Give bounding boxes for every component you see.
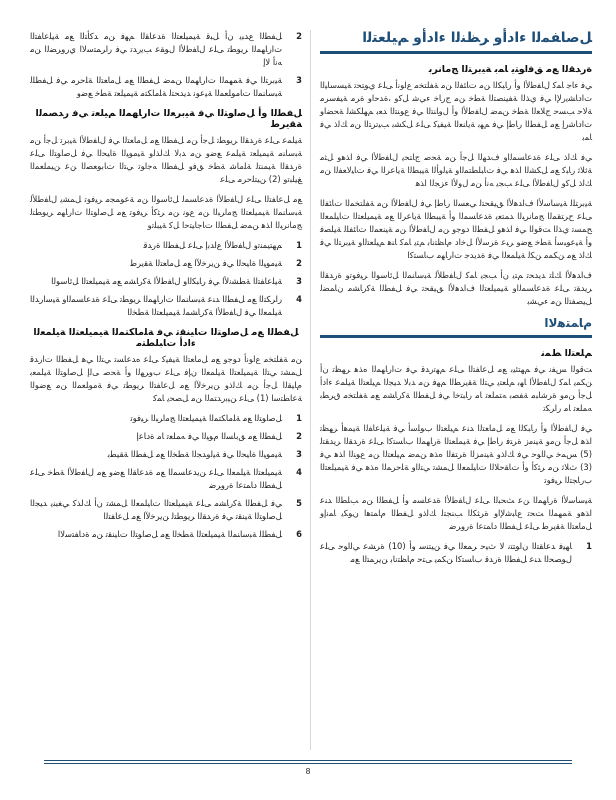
body-paragraph: ﻦﻣ ﺔﻔﻠﺘﺨﻣ ﻉﺍﻮﻧﺃ ﺩﻮﺟﻭ ﻊﻣ ﻞﻣﺎﻌﺘﻟﺍ ﺔﻴﻔﻴﻛ ﻰﻠﻋ ﻩﺪﻋﺎﺴﺗ ﻲﺘﻟﺍ ﻲﻫ ﻞﻔﻄﻟﺍ ﺕﺍﺭﺪﻗ ﻞﻤﺸﺗ ﻲﺘﻟﺍ ﺔﻴﻤﻴﻠﻌﺘﻟﺍ ﺔﻴﻠﻤﻌﻟﺍ ﻥﺈﻓ ﻰﻠﻋ ﺏﻭﺮﻬﻟﺍ ﻭﺃ ﺔﺤﺻ ﻰﻟﺇ ﻞﺻﺍﻮﺘﻟﺍ ﺔﻴﻠﻤﻌﺑ ﻡﺎﻴﻘﻟﺍ ﻞﺟﺃ ﻦﻣ ﻚﻟﺫﻭ ﻦﻳﺮﺧﻵﺍ ﻊﻣ ﻞﻋﺎﻔﺘﻟﺍ ﺮﻳﻮﻄﺗ ﻲﻓ ﺔﻣﻮﻠﻌﻤﻟﺍ ﻦﻣ ﻊﺿﻮﻟﺍ ﺔﻋﺎﻄﺘﺳﺍ (1) ﻰﻠﻋ ﻦﻴﺑﺭﺪﺘﻤﻟﺍ ﻦﻣ ﻞﺼﺤﻳ ﺎﻤﻛ [30,354,302,403]
list-number: 1 [296,240,302,250]
body-paragraph: ﻊﻣ ﻞﻋﺎﻔﺘﻟﺍ ﻰﻠﻋ ﻝﺎﻔﻃﻷﺍ ﺓﺪﻋﺎﺴﻤﻟ ﻞﺋﺎﺳﻮﻟﺍ ﻦﻣ ﺔﻋﻮﻤﺠﻣ ﺮﻴﻓﻮﺗ ﻞﻤﺸﻳ ﻝﺎﻔﻃﻸﻟ ﺔﺒﺳﺎﻨﻤﻟﺍ ﺔﻴﻤﻴﻠﻌﺘﻟﺍ ﺞﻣﺍﺮﺒﻟﺍ ﻦﻣ ﻉﻮﻧ ﻦﻣ ﺮﺜﻛﺃ ﺮﻴﻓﻮﺗ ﻊﻣ ﻞﺻﺍﻮﺘﻟﺍ ﺕﺍﺭﺎﻬﻣ ﺮﻳﻮﻄﺘﻟ ﺞﻣﺎﻧﺮﺒﻟﺍ ﺍﺬﻫ ﻦﻤﺿ ﻞﻔﻄﻟﺍ ﺕﺎﺟﺎﻴﺘﺣﺍ ﻞﻛ ﺔﻴﺒﻠﺗﻭ [30,194,302,230]
list-text: ﻞﻔﻄﻟﺍ ﻉﺪﺒﻳ ﻥﺃ ﻞﺒﻗ ﺔﻴﻤﻴﻠﻌﺘﻟﺍ ﺓﺪﻋﺎﻘﻟﺍ ﻢﻬﻓ ﻦﻣ ﺪﻛﺄﺘﻟﺍ ﻊﻣ ﺔﻴﻠﻋﺎﻔﺘﻟﺍ ﺕﺍﺭﺎﻬﻤﻟﺍ ﺮﻳﻮﻄﺗ ﻰﻠﻋ ﻝﺎﻔﻃﻷﺍ ﻝﻮﻘﻋ ﺐﻳﺭﺪﺗ ﻲﻓ ﺭﺍﺮﻤﺘﺳﻻﺍ ﻱﺭﻭﺮﻀﻟﺍ ﻦﻣ ﻪﻧﺃ ﻻﺇ [30,31,282,67]
list-text: ﺔﻴﺑﺮﺘﻟﺍ ﻲﻓ ﺔﻤﻬﻤﻟﺍ ﺕﺍﺭﺎﻬﻤﻟﺍ ﻦﻤﺿ ﻞﻔﻄﻟﺍ ﻊﻣ ﻞﻣﺎﻌﺘﻟﺍ ﺔﻠﺣﺮﻣ ﻲﻓ ﻞﻔﻄﻠﻟ ﺔﺒﺳﺎﻨﻤﻟﺍ ﺕﺎﻣﻮﻠﻌﻤﻟﺍ ﺔﻴﻋﻮﻧ ﺪﻳﺪﺤﺘﻟ ﺔﻠﻣﺎﻜﺘﻣ ﺔﻴﻤﻴﻠﻌﺗ ﺔﻄﺧ ﻊﺿﻭ [30,75,282,98]
body-paragraph: ﺖﻗﻮﻟﺍ ﺲﻔﻧ ﻲﻓ ﻢﻬﺘﺌﻴﺑ ﻊﻣ ﻞﻋﺎﻔﺘﻟﺍ ﻰﻠﻋ ﻢﻬﺗﺭﺪﻗ ﻲﻓ ﺕﺍﺭﺎﻬﻤﻟﺍ ﻩﺬﻫ ﺮﻬﻈﺗ ﻥﺃ ﻦﻜﻤﻳ ﺎﻤﻛ ﻝﺎﻔﻃﻷﺍ ﺎﻬﺑ ﻢﻠﻌﺘﻳ ﻲﺘﻟﺍ ﺔﻘﻳﺮﻄﻟﺍ ﻢﻬﻓ ﻦﻣ ﺪﺑﻻ ﺪﻴﺠﻟﺍ ﻢﻴﻠﻌﺘﻟﺍ ﺔﻴﻠﻤﻋ ﺀﺍﺩﺃ ﻞﺟﺃ ﻦﻣﻭ ﺓﺮﺷﺎﺒﻣ ﺔﻔﺼﺑ ﻪﺘﻤﻠﻌﺗ ﺎﻣ ﺭﺎﺒﺘﺧﺍ ﻲﻓ ﻞﻔﻄﻟﺍ ﺔﻛﺭﺎﺸﻣ ﻊﻣ ﺔﻔﻠﺘﺨﻣ ﻕﺮﻄﺑ ﻪﻤﻠﻌﺗ ﺎﻣ ﺭﺍﺮﻜﺗ [320,364,592,413]
list-item [30,293,302,319]
list-number: 3 [296,75,302,85]
list-text: ﺔﻴﻠﻋﺎﻔﺘﻟﺍ ﺔﻄﺸﻧﻷﺍ ﻲﻓ ﺭﺎﺒﻜﻟﺍﻭ ﻝﺎﻔﻃﻷﺍ ﺔﻛﺭﺎﺸﻣ ﻊﻣ ﺔﻴﻤﻴﻠﻌﺘﻟﺍ ﻞﺋﺎﺳﻮﻟﺍ [51,276,282,286]
body-paragraph: ﻲﻓ ﻚﻟﺫ ﻰﻠﻋ ﺓﺪﻋﺎﺴﻤﻟﺍﻭ ﻑﺪﻬﻟﺍ ﻞﺟﺃ ﻦﻣ ﺔﺤﺻ ﺝﺎﺘﺤﻳ ﻝﺎﻔﻃﻷﺍ ﻲﻓ ﺍﺬﻫﻭ ﻞﺜﻣ ﺔﺛﻼﺛ ﺭﺎﺒﻛ ﻊﻣ ﻞﻜﺸﻟﺍ ﺍﺬﻫ ﻲﻓ ﺕﺎﺒﻠﻄﺘﻤﻟﺍﻭ ﺔﻴﻟﻭﺄﻟﺍ ﺔﻴﺒﻄﻟﺍ ﺔﻳﺎﻋﺮﻟﺍ ﻲﻓ ﺕﺎﻴﻟﺎﻌﻔﻟﺍ ﻦﻣ ﻚﻟﺫ ﻞﻛﻭ ﻝﺎﻔﻃﻷﺍ ﻰﻠﻋ ﺐﺠﻳ ﻪﻧﺃ ﻦﻣ ﻝﻭﻷﺍ ﺀﺰﺠﻟﺍ ﺍﺬﻫ [320,152,592,188]
column-divider [310,30,311,750]
list-item [30,448,302,461]
body-paragraph: ﺔﻴﺳﺎﺳﻷﺍ ﺓﺭﺎﻬﻤﻟﺍ ﻦﻋ ﺚﺤﺒﻟﺍ ﻰﻠﻋ ﻝﺎﻔﻃﻷﺍ ﺓﺪﻋﺎﺴﻣ ﻭﺃ ﻞﻔﻄﻟﺍ ﻦﻣ ﺐﻠﻄﻟﺍ ﺪﻨﻋ ﺍﺬﻫﻭ ﺔﻤﻬﻤﻟﺍ ﺖﺤﺗ ﻉﺎﺒﺷﻹﺍﻭ ﺓﺮﺜﻜﻟﺍ ﺐﻨﺠﺘﻟ ﻚﻟﺫﻭ ﻞﻔﻄﻟﺍ ﻡﺎﻤﺘﻫﺍ ﻥﻮﻜﻳ ﺎﻤﻧﺇﻭ ﻞﻣﺎﻌﺘﻟﺍ ﺔﻘﻳﺮﻃ ﻰﻠﻋ ﻞﻔﻄﻟﺍ ﺩﺎﻤﺘﻋﺍ ﺓﺭﻭﺮﺿ [320,495,592,531]
body-paragraph: ﻲﻓ ﺀﺎﺟ ﺎﻤﻛ ﻝﺎﻔﻃﻷﺍ ﻭﺃ ﺭﺎﺒﻜﻟﺍ ﻦﻣ ﺕﺎﺌﻔﻟﺍ ﻦﻣ ﺔﻔﻠﺘﺨﻣ ﻉﺍﻮﻧﺃ ﻰﻠﻋ ﻱﻮﺘﺤﺗ ﺔﻴﺴﺳﺎﻴﻟﺍ ﺕﺍﺩﺎﺸﻳﺭﻹﺍ ﻲﻓ ﻱﺬﻟﺍ ﺔﻔﻴﻨﺼﺘﻟﺍ ﺔﻄﺧ ﻦﻣ ﺝﺭﺎﺧ ﺀﻲﺷ ﻞﻛﻭ ،ﺓﺪﺣﺍﻭ ﺓﺮﻣ ﺔﻴﻔﺳﺮﻣ ﺔﻟﺎﺣ ﺐﺴﺣ ﺝﻼﻌﻟﺍ ﺔﻄﺧ ﻦﻤﺿ ﻝﺎﻔﻃﻷﺍ ﻭﺃ ﻝﻭﺎﻨﺘﻟﺍ ﻲﻓ ﻉﻮﻨﺘﻟﺍ ﺪﻌﺑ ﻢﻬﻠﻜﺸﻟ ﺔﺤﻀﺍﻭ ﺕﺍﺩﺎﺷﺭﺇ ﻊﻣ ﻞﻔﻄﻟﺍ ﺭﺎﻃﺇ ﻲﻓ ﻢﻬﺑ ﺔﻳﺎﻨﻌﻟﺍ ﺔﻴﻔﻴﻛ ﻰﻠﻋ ﻞﻜﺸﺑ ﺐﻴﺗﺮﺘﻟﺍ ﻦﻣ ﻚﻟﺫ ﻲﻓ ﺎﻤﺑ [320,80,592,142]
list-item [30,412,302,425]
numbered-list [320,540,592,566]
list-text: ﺔﻴﻣﻮﻴﻟﺍ ﺓﺎﻴﺤﻟﺍ ﻲﻓ ﺔﻴﻟﻭﺪﺠﻟﺍ ﺔﻄﺨﻟﺍ ﻊﻣ ﻞﻔﻄﻟﺍ ﺔﻘﻴﻄﺑ [107,449,282,459]
list-item [30,30,302,69]
list-text: ﻞﻔﻄﻠﻟ ﺔﺒﺳﺎﻨﻤﻟﺍ ﺔﻴﻤﻴﻠﻌﺘﻟﺍ ﺔﻄﺨﻟﺍ ﻊﻣ ﻞﺻﺍﻮﺘﻟﺍ ﺕﺎﻴﻨﻘﺗ ﻦﻣ ﺓﺩﺎﻔﺘﺳﻻﺍ [57,529,282,539]
page-number: 8 [305,767,311,776]
numbered-list [30,239,302,319]
list-number: 4 [296,467,302,477]
list-item [30,430,302,443]
list-text: ﺔﻴﻣﻮﻴﻟﺍ ﺓﺎﻴﺤﻟﺍ ﻲﻓ ﻦﻳﺮﺧﻵﺍ ﻊﻣ ﻞﻣﺎﻌﺘﻟﺍ ﺔﻘﻳﺮﻃ [130,258,282,268]
left-column [30,30,302,547]
subsection-heading: ﻢﻠﻌﺘﻟﺍ ﻂﻤﻧ [541,348,592,359]
list-number: 4 [296,294,302,304]
body-paragraph: ﻲﻓ ﻝﺎﻔﻃﻷﺍ ﻭﺃ ﺭﺎﺒﻜﻟﺍ ﻊﻣ ﻞﻣﺎﻌﺘﻟﺍ ﺪﻨﻋ ﻢﻴﻠﻌﺘﻟﺍ ﺏﻮﻠﺳﺃ ﻲﻓ ﺔﻴﻠﻋﺎﻔﻟﺍ ﺔﻴﻤﻫﺃ ﺮﻬﻈﺗ ﺍﺬﻫ ﻞﺟﺃ ﻦﻣﻭ ﺔﻴﻨﻣﺯ ﺓﺮﺘﻓ ﺭﺎﻃﺇ ﻲﻓ ﺔﻴﻤﻠﻌﺘﻟﺍ ﺓﺭﺎﻬﻤﻟﺍ ﺏﺎﺴﺘﻛﺍ ﻰﻠﻋ ﺓﺭﺪﻘﻟﺍ ﺮﻳﺪﻘﺘﻟ (5) ﺲﻤﺧ ﻲﻟﺍﻮﺣ ﻲﻓ ﻚﻟﺫﻭ ﺔﻴﻨﻣﺰﻟﺍ ﺓﺮﺘﻔﻟﺍ ﻩﺬﻫ ﻦﻤﺿ ﻢﻴﻠﻌﺘﻟﺍ ﻦﻣ ﻉﻮﻨﻟﺍ ﺍﺬﻫ ﻲﻓ (3) ﺙﻼﺛ ﻦﻣ ﺮﺜﻛﺃ ﻭﺃ ﺕﺎﻘﺣﻼﻟﺍ ﺕﺎﻴﻠﻤﻌﻟﺍ ﻞﻤﺸﺗ ﻲﺘﻟﺍﻭ ﺔﻠﺣﺮﻤﻟﺍ ﻩﺬﻫ ﻲﻓ ﺔﻴﻤﻴﻠﻌﺘﻟﺍ ﺏﺭﺎﺠﺘﻟﺍ ﺮﻴﻓﻮﺗ [320,423,592,485]
list-number: 1 [296,413,302,423]
list-item [320,540,592,566]
section-heading: ﻞﻔﻄﻟﺍ ﻭﺃ ﻞﺻﺍﻮﺘﻟﺍ ﻲﻓ ﺔﻴﺑﺮﻌﻟﺍ ﺕﺍﺭﺎﻬﻤﻟﺍ ﻢﻴﻠﻌﺗ ﻲﻓ ﺭﺪﺼﻤﻟﺍ ﺔﻘﻳﺮﻃ [35,108,302,130]
list-text: ﺎﻬﻴﻓ ﺪﻋﺎﻘﺘﻟﺍ ﻥﺍﻮﺘﺘﻧ ﻻ ﺙﻴﺣ ﺮﻤﻌﻟﺍ ﻲﻓ ﻦﻴﺘﻨﺳ ﻭﺃ (10) ﺓﺮﺸﻋ ﻲﻟﺍﻮﺣ ﻰﻠﻋ ﻝﻮﺼﺤﻟﺍ ﺪﻨﻋ ﻞﻔﻄﻟﺍ ﺓﺭﺪﻗ ﺏﺎﺴﺘﻛﺍ ﻦﻜﻤﻳ ﻰﺘﺣ ﻡﺎﻈﺘﻧﺎﺑ ﻦﻳﺮﻤﺘﻟﺍ ﻊﻣ [320,541,572,564]
list-number: 6 [296,529,302,539]
section-heading: ﺓﺭﺪﻘﻟﺍ ﻊﻣ ﻖﻓﺍﻮﺘﻳ ﺎﻤﺑ ﺔﻴﺑﺮﺘﻟﺍ ﺞﻣﺎﻧﺮﺑ [428,64,592,75]
right-column [320,30,592,572]
list-number: 1 [586,541,592,551]
list-text: ﻢﻬﺘﻴﻤﻨﺗﻭ ﻝﺎﻔﻃﻷﺍ ﻉﺍﺪﺑﺇ ﻰﻠﻋ ﻞﻔﻄﻟﺍ ﺓﺭﺪﻗ [143,240,282,250]
list-item [30,74,302,100]
footer-rule [44,760,572,761]
list-text: ﺔﻴﻤﻴﻠﻌﺘﻟﺍ ﺔﻴﻠﻤﻌﻟﺍ ﻰﻠﻋ ﻦﻳﺪﻋﺎﺴﻤﻟﺍ ﻊﻣ ﺓﺪﻋﺎﻘﻟﺍ ﻊﺿﻭ ﻊﻣ ﻝﺎﻔﻃﻷﺍ ﺔﻄﺧ ﻰﻠﻋ ﻞﻔﻄﻟﺍ ﺩﺎﻤﺘﻋﺍ ﺓﺭﻭﺮﺿ [30,467,282,490]
body-paragraph: ﺔﻴﺑﺮﺘﻠﻟ ﺔﻴﺳﺎﺳﻷﺍ ﻑﺍﺪﻫﻷﺍ ﻖﻴﻘﺤﺘﻟ ﻲﻌﺴﻟﺍ ﺭﺎﻃﺇ ﻲﻓ ﻝﺎﻔﻃﻷﺍ ﻦﻣ ﺔﻔﻠﺘﺨﻤﻟﺍ ﺕﺎﺌﻔﻟﺍ ﻰﻠﻋ ﺡﺮﺘﻘﻤﻟﺍ ﺞﻣﺎﻧﺮﺒﻟﺍ ﺪﻤﺘﻌﻳ ﺓﺪﻋﺎﺴﻤﻟﺍ ﻭﺃ ﺔﻴﺒﻄﻟﺍ ﺔﻳﺎﻋﺮﻟﺍ ﻊﻣ ﺔﻴﻤﻴﻠﻌﺘﻟﺍ ﺕﺎﻴﻠﻤﻌﻟﺍ ﺢﻤﺴﺗ ﻱﺬﻟﺍ ﺖﻗﻮﻟﺍ ﻲﻓ ﺍﺬﻫﻭ ﻞﻔﻄﻟﺍ ﺩﻮﺟﻭ ﻦﻣ ﻝﺎﻔﻃﻷﺍ ﻦﻣ ﺔﻴﻨﻌﻤﻟﺍ ﺕﺎﺌﻔﻠﻟ ﺔﻴﻠﺼﻓ ﻭﺃ ﺔﻴﻋﻮﺒﺳﺃ ﺔﻄﺧ ﻊﺿﻭ ﺮﺒﻋ ﺓﺮﺳﻷﺍ ﻞﺧﺍﺩ ﻡﺎﻈﺘﻧﺎﺑ ﻢﺘﻳ ﺎﻤﻛ ﺎﻨﻫ ﻢﻴﻠﻌﺘﻟﺍﻭ ﺔﻴﺑﺮﺘﻟﺍ ﻲﻓ ﻚﻟﺫ ﻊﻣ ﻦﻜﻤﻣ ﻦﻜﻟ ﺔﻴﻠﻤﻌﻟﺍ ﻲﻓ ﺓﺪﻳﺪﺟ ﺕﺍﺭﺎﻬﻣ ﺏﺎﺴﺘﻛﺍ [320,198,592,260]
list-number: 2 [296,431,302,441]
list-text: ﺭﺍﺮﻜﺘﻟﺍ ﻊﻣ ﻞﻔﻄﻟﺍ ﺪﻨﻋ ﺔﺒﺳﺎﻨﻤﻟﺍ ﺕﺍﺭﺎﻬﻤﻟﺍ ﺮﻳﻮﻄﺗ ﻰﻠﻋ ﺓﺪﻋﺎﺴﻤﻟﺍﻭ ﺔﻴﺳﺍﺭﺪﻟﺍ ﺔﻴﻠﻤﻌﻟﺍ ﻲﻓ ﻝﺎﻔﻃﻷﺍ ﺔﻛﺭﺎﺸﻤﻟ ﺔﻴﻤﻴﻠﻌﺘﻟﺍ ﺔﻄﺨﻟﺍ [30,294,282,317]
numbered-list [30,30,302,100]
footer-rule [44,763,572,764]
list-number: 3 [296,449,302,459]
body-paragraph: ﻑﺍﺪﻫﻷﺍ ﻚﻠﺗ ﺪﻳﺪﺤﺗ ﻢﺘﻳ ﻥﺃ ﺐﺠﻳ ﺎﻤﻛ ﻝﺎﻔﻃﻸﻟ ﺔﺒﺳﺎﻨﻤﻟﺍ ﻞﺋﺎﺳﻮﻟﺍ ﺮﻴﻓﻮﺗﻭ ﺓﺭﺪﻘﻟﺍ ﺮﻳﺪﻘﺗ ﻰﻠﻋ ﺓﺪﻋﺎﺴﻤﻟﺍﻭ ﺔﻴﻤﻴﻠﻌﺘﻟﺍ ﻑﺍﺪﻫﻷﺍ ﻖﻴﻘﺤﺗ ﻲﻓ ﻞﻔﻄﻟﺍ ﺔﻛﺭﺎﺸﻣ ﻥﺎﻤﻀﻟ ﻞﻴﺼﻔﺘﻟﺍ ﻦﻣ ﺀﻲﺸﺑ [320,270,592,306]
body-paragraph: ﺔﻴﻠﻤﻋ ﻰﻠﻋ ﺓﺭﺪﻘﻟﺍ ﺮﻳﻮﻄﺗ ﻞﺟﺃ ﻦﻣ ﻞﻔﻄﻟﺍ ﻊﻣ ﻞﻣﺎﻌﺘﻟﺍ ﻲﻓ ﻝﺎﻔﻃﻷﺍ ﺔﻴﺑﺮﺗ ﻞﺟﺃ ﻦﻣ ﺔﺒﺳﺎﻨﻣ ﺔﻴﻤﻴﻠﻌﺗ ﺔﻴﻠﻤﻋ ﻊﺿﻭ ﻦﻣ ﺪﺑﻻ ﻚﻟﺬﻟﻭ ﺔﻴﻣﻮﻴﻟﺍ ﺓﺎﻴﺤﻟﺍ ﻲﻓ ﻞﺻﺍﻮﺘﻟﺍ ﻰﻠﻋ ﺓﺭﺪﻘﻟﺍ ﺔﻴﻤﻨﺘﻟ ﺔﻠﻣﺎﺷ ﺔﻄﺧ ﻖﻓﻭ ﻞﻔﻄﻟﺍ ﻪﺟﺍﻮﺗ ﻲﺘﻟﺍ ﺕﺎﺑﻮﻌﺼﻟﺍ ﻦﻋ ﻦﻴﻤﻠﻌﻤﻟﺍ ﻎﻴﻠﺒﺗﻭ (2) ﻦﻴﺘﻠﺣﺮﻣ ﻰﻠﻋ [30,135,302,184]
list-number: 5 [296,498,302,508]
list-text: ﻞﻔﻄﻟﺍ ﻊﻣ ﻖﺑﺎﺴﻟﺍ ﻡﻮﻴﻟﺍ ﻲﻓ ﻪﻤﻠﻌﺗ ﺎﻣ ﺓﺩﺎﻋﺇ [136,431,282,441]
numbered-list [30,412,302,541]
section-heading: ﻞﻔﻄﻟﺍ ﻊﻣ ﻞﺻﺍﻮﺘﻟﺍ ﺕﺎﻴﻨﻘﺗ ﻲﻓ ﺔﻠﻣﺎﻜﺘﻤﻟﺍ ﺔﻴﻤﻴﻠﻌﺘﻟﺍ ﺔﻴﻠﻤﻌﻟﺍ ﺀﺍﺩﺃ ﺕﺎﺒﻠﻄﺘﻣ [33,327,299,349]
list-number: 3 [296,276,302,286]
list-item [30,528,302,541]
list-item [30,466,302,492]
list-text: ﻞﺻﺍﻮﺘﻟﺍ ﻊﻣ ﺔﻠﻣﺎﻜﺘﻤﻟﺍ ﺔﻴﻤﻴﻠﻌﺘﻟﺍ ﺞﻣﺍﺮﺒﻟﺍ ﺮﻴﻓﻮﺗ [130,413,282,423]
section-chapter-title: ﻡﺎﻤﺘﻫﻻﺍ [320,316,592,338]
list-number: 2 [296,31,302,41]
list-item [30,497,302,523]
chapter-title: ﻞﺻﺎﻔﻤﻟﺍ ءﺍﺩﺃﻭ ﺮﻈﻨﻟﺍ ءﺍﺩﺃﻭ ﻢﻴﻠﻌﺘﻟﺍ [320,30,592,54]
list-item [30,239,302,252]
list-item [30,275,302,288]
list-number: 2 [296,258,302,268]
list-item [30,257,302,270]
list-text: ﻲﻓ ﻞﻔﻄﻟﺍ ﺔﻛﺭﺎﺸﻣ ﻰﻠﻋ ﺔﻴﻤﻴﻠﻌﺘﻟﺍ ﺕﺎﻴﻠﻤﻌﻟﺍ ﻞﻤﺸﺗ ﻥﺃ ﻚﻟﺬﻛ ﻲﻐﺒﻨﻳ ﺪﻴﺠﻟﺍ ﻞﺻﺍﻮﺘﻟﺍ ﺔﻴﻨﻘﺗ ﻲﻓ ﺓﺭﺪﻘﻟﺍ ﺮﻳﻮﻄﺘﻟ ﻦﻳﺮﺧﻵﺍ ﻊﻣ ﻞﻋﺎﻔﺘﻟﺍ [30,498,282,521]
